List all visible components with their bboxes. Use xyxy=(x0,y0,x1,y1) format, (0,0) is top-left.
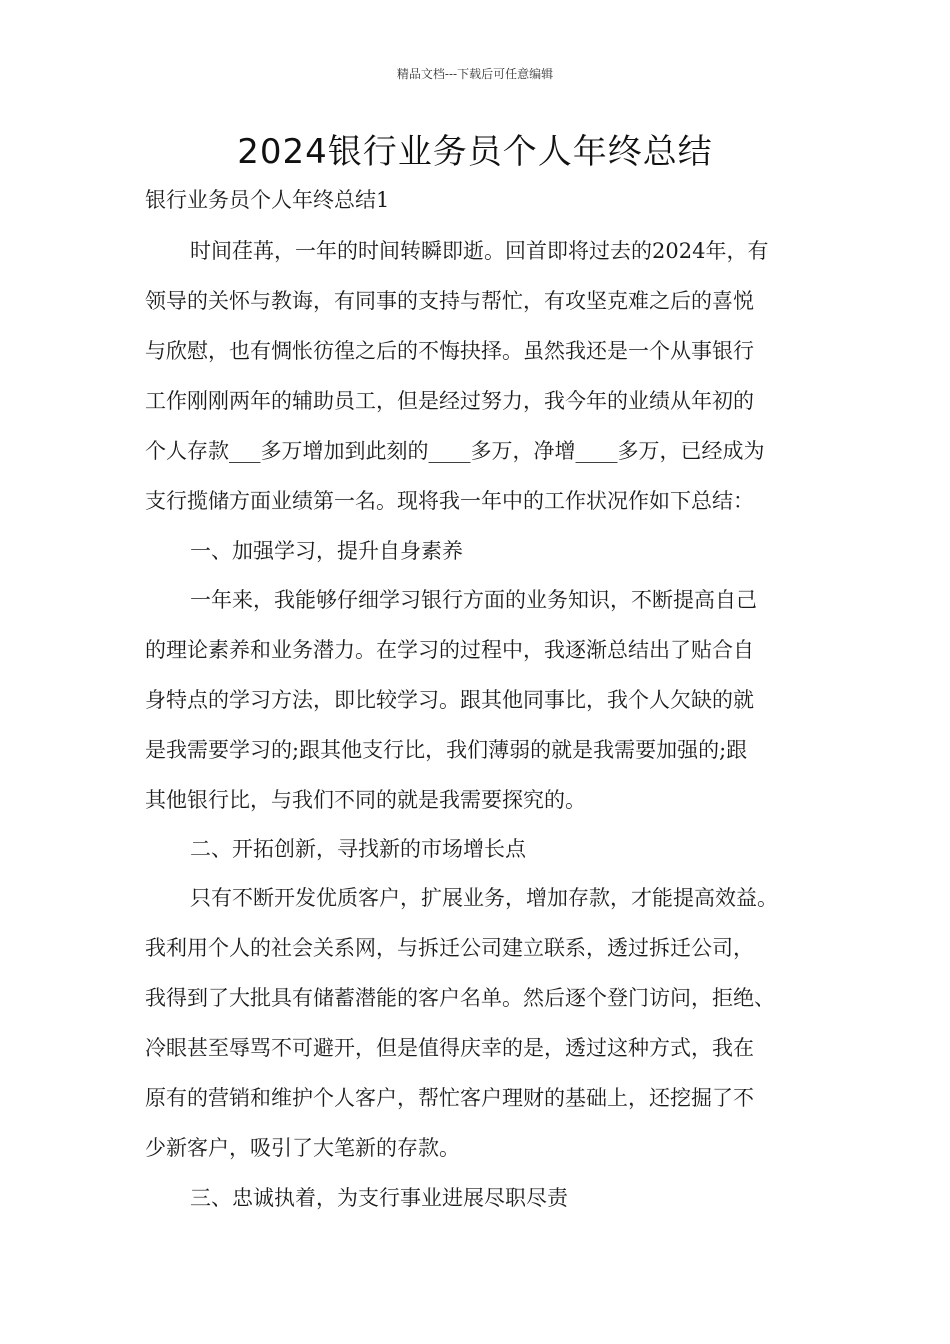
paragraph-line: 我利用个人的社会关系网，与拆迁公司建立联系，透过拆迁公司， xyxy=(145,936,754,960)
section-heading: 二、开拓创新，寻找新的市场增长点 xyxy=(190,837,526,861)
paragraph-line: 一年来，我能够仔细学习银行方面的业务知识，不断提高自己 xyxy=(190,588,757,612)
paragraph-line: 的理论素养和业务潜力。在学习的过程中，我逐渐总结出了贴合自 xyxy=(145,638,754,662)
section-heading: 一、加强学习，提升自身素养 xyxy=(190,539,463,563)
paragraph-line: 是我需要学习的;跟其他支行比，我们薄弱的就是我需要加强的;跟 xyxy=(145,738,748,762)
paragraph-line: 领导的关怀与教诲，有同事的支持与帮忙，有攻坚克难之后的喜悦 xyxy=(145,289,754,313)
section-subtitle: 银行业务员个人年终总结1 xyxy=(145,188,390,212)
paragraph-line: 少新客户，吸引了大笔新的存款。 xyxy=(145,1136,460,1160)
section-heading: 三、忠诚执着，为支行事业进展尽职尽责 xyxy=(190,1186,568,1210)
paragraph-line: 身特点的学习方法，即比较学习。跟其他同事比，我个人欠缺的就 xyxy=(145,688,754,712)
paragraph-line: 工作刚刚两年的辅助员工，但是经过努力，我今年的业绩从年初的 xyxy=(145,389,754,413)
paragraph-line: 时间荏苒，一年的时间转瞬即逝。回首即将过去的2024年，有 xyxy=(190,239,769,263)
paragraph-line: 支行揽储方面业绩第一名。现将我一年中的工作状况作如下总结： xyxy=(145,489,754,513)
paragraph-line: 与欣慰，也有惆怅彷徨之后的不悔抉择。虽然我还是一个从事银行 xyxy=(145,339,754,363)
header-note: 精品文档---下载后可任意编辑 xyxy=(396,67,554,81)
paragraph-line: 个人存款___多万增加到此刻的____多万，净增____多万，已经成为 xyxy=(145,439,765,463)
paragraph-line: 冷眼甚至辱骂不可避开，但是值得庆幸的是，透过这种方式，我在 xyxy=(145,1036,754,1060)
paragraph-line: 原有的营销和维护个人客户，帮忙客户理财的基础上，还挖掘了不 xyxy=(145,1086,754,1110)
paragraph-line: 只有不断开发优质客户，扩展业务，增加存款，才能提高效益。 xyxy=(190,886,778,910)
paragraph-line: 其他银行比，与我们不同的就是我需要探究的。 xyxy=(145,788,586,812)
paragraph-line: 我得到了大批具有储蓄潜能的客户名单。然后逐个登门访问，拒绝、 xyxy=(145,986,775,1010)
document-title: 2024银行业务员个人年终总结 xyxy=(237,132,713,172)
